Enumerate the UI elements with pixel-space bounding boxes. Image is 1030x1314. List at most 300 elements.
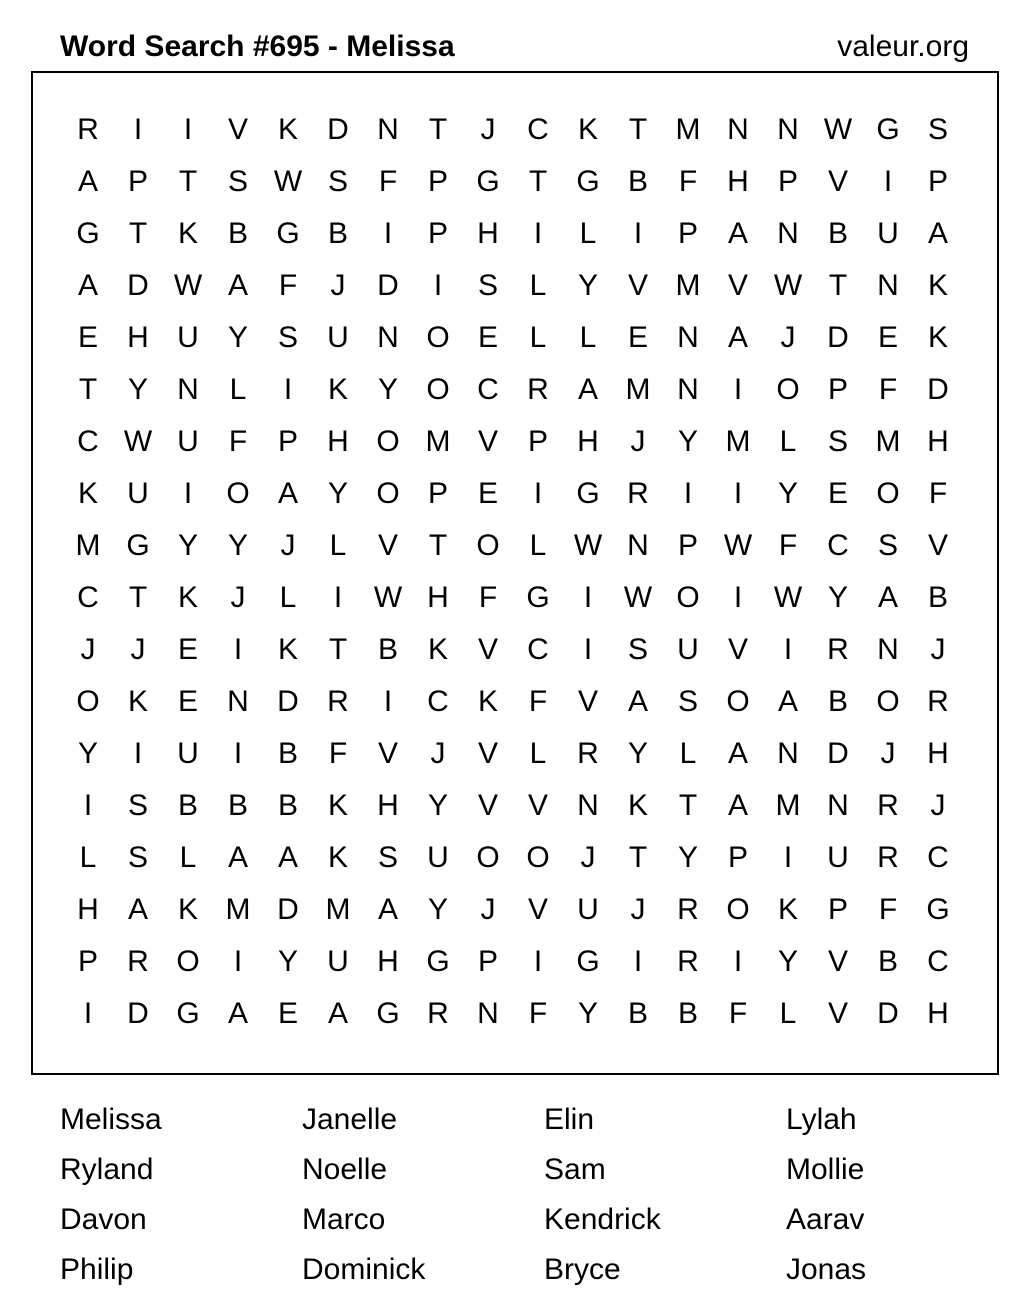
grid-letter: K <box>927 321 948 354</box>
grid-letter: A <box>727 321 748 354</box>
grid-letter: I <box>83 789 93 822</box>
grid-letter: Y <box>77 737 98 770</box>
grid-letter: F <box>528 685 548 718</box>
grid-letter: V <box>727 633 748 666</box>
grid-letter: I <box>133 737 143 770</box>
grid-letter: B <box>227 217 248 250</box>
grid-letter: W <box>573 529 603 562</box>
grid-letter: I <box>733 581 743 614</box>
grid-letter: Y <box>577 269 598 302</box>
grid-letter: U <box>427 841 449 874</box>
grid-letter: H <box>927 997 949 1030</box>
grid-letter: B <box>327 217 348 250</box>
grid-letter: H <box>427 581 449 614</box>
grid-letter: H <box>327 425 349 458</box>
grid-letter: E <box>477 321 498 354</box>
grid-letter: I <box>783 841 793 874</box>
grid-letter: B <box>877 945 898 978</box>
grid-letter: V <box>477 789 498 822</box>
grid-letter: K <box>327 841 348 874</box>
grid-letter: G <box>76 217 100 250</box>
grid-letter: Y <box>377 373 398 406</box>
grid-letter: Y <box>827 581 848 614</box>
grid-letter: R <box>627 477 649 510</box>
word-list-item: Ryland <box>60 1153 154 1186</box>
grid-letter: R <box>677 893 699 926</box>
grid-letter: G <box>576 945 600 978</box>
grid-letter: P <box>927 165 948 198</box>
grid-letter: D <box>127 269 149 302</box>
grid-letter: E <box>477 477 498 510</box>
grid-letter: I <box>783 633 793 666</box>
grid-letter: I <box>583 633 593 666</box>
word-list-item: Philip <box>60 1253 134 1286</box>
grid-letter: L <box>179 841 197 874</box>
grid-letter: O <box>226 477 250 510</box>
grid-letter: S <box>327 165 348 198</box>
grid-letter: B <box>827 685 848 718</box>
grid-letter: L <box>579 321 597 354</box>
grid-letter: I <box>233 737 243 770</box>
grid-letter: T <box>428 113 448 146</box>
grid-letter: J <box>80 633 96 666</box>
grid-letter: T <box>78 373 98 406</box>
grid-letter: E <box>177 633 198 666</box>
grid-letter: B <box>377 633 398 666</box>
grid-letter: M <box>875 425 901 458</box>
grid-letter: F <box>728 997 748 1030</box>
grid-letter: P <box>677 529 698 562</box>
word-list <box>60 1097 1028 1297</box>
grid-letter: W <box>273 165 303 198</box>
grid-letter: K <box>177 581 198 614</box>
grid-letter: T <box>628 113 648 146</box>
grid-letter: C <box>77 581 99 614</box>
grid-letter: M <box>725 425 751 458</box>
grid-letter: G <box>876 113 900 146</box>
grid-letter: B <box>927 581 948 614</box>
grid-letter: O <box>76 685 100 718</box>
grid-letter: A <box>277 841 298 874</box>
grid-letter: P <box>127 165 148 198</box>
grid-letter: M <box>675 113 701 146</box>
grid-letter: B <box>627 165 648 198</box>
grid-letter: G <box>926 893 950 926</box>
grid-letter: K <box>777 893 798 926</box>
grid-letter: F <box>778 529 798 562</box>
grid-letter: E <box>627 321 648 354</box>
grid-letter: A <box>627 685 648 718</box>
grid-letter: N <box>177 373 199 406</box>
grid-letter: M <box>325 893 351 926</box>
word-list-item: Aarav <box>786 1203 865 1236</box>
grid-letter: B <box>677 997 698 1030</box>
grid-letter: I <box>533 477 543 510</box>
grid-letter: F <box>678 165 698 198</box>
grid-letter: A <box>77 269 98 302</box>
grid-letter: C <box>477 373 499 406</box>
grid-letter: I <box>633 217 643 250</box>
grid-letter: K <box>477 685 498 718</box>
grid-letter: N <box>827 789 849 822</box>
grid-letter: G <box>576 165 600 198</box>
grid-letter: T <box>828 269 848 302</box>
grid-letter: R <box>877 789 899 822</box>
grid-letter: V <box>727 269 748 302</box>
grid-letter: V <box>827 997 848 1030</box>
grid-letter: I <box>383 217 393 250</box>
grid-letter: P <box>777 165 798 198</box>
grid-letter: N <box>877 269 899 302</box>
grid-letter: T <box>128 217 148 250</box>
grid-letter: U <box>127 477 149 510</box>
grid-letter: I <box>333 581 343 614</box>
grid-letter: Y <box>277 945 298 978</box>
grid-letter: T <box>128 581 148 614</box>
grid-letter: W <box>723 529 753 562</box>
grid-letter: R <box>677 945 699 978</box>
grid-letter: P <box>277 425 298 458</box>
grid-letter: Y <box>327 477 348 510</box>
grid-letter: R <box>427 997 449 1030</box>
grid-letter: R <box>127 945 149 978</box>
grid-letter: N <box>627 529 649 562</box>
grid-letter: T <box>428 529 448 562</box>
grid-letter: K <box>327 373 348 406</box>
grid-letter: C <box>527 633 549 666</box>
grid-letter: C <box>427 685 449 718</box>
grid-letter: O <box>676 581 700 614</box>
grid-letter: O <box>176 945 200 978</box>
grid-letter: H <box>377 945 399 978</box>
grid-letter: I <box>133 113 143 146</box>
grid-letter: O <box>426 373 450 406</box>
grid-letter: J <box>780 321 796 354</box>
grid-letter: U <box>177 321 199 354</box>
word-list-item: Janelle <box>302 1103 398 1136</box>
grid-letter: G <box>526 581 550 614</box>
grid-letter: L <box>529 737 547 770</box>
grid-letter: N <box>727 113 749 146</box>
grid-letter: I <box>383 685 393 718</box>
grid-letter: A <box>127 893 148 926</box>
grid-letter: H <box>727 165 749 198</box>
grid-letter: P <box>427 477 448 510</box>
grid-letter: B <box>277 737 298 770</box>
grid-letter: I <box>533 217 543 250</box>
grid-letter: Y <box>177 529 198 562</box>
grid-letter: V <box>227 113 248 146</box>
grid-letter: N <box>227 685 249 718</box>
grid-letter: N <box>377 321 399 354</box>
grid-letter: K <box>427 633 448 666</box>
word-list-item: Marco <box>302 1203 386 1236</box>
grid-letter: J <box>480 113 496 146</box>
grid-letter: U <box>827 841 849 874</box>
grid-letter: Y <box>627 737 648 770</box>
grid-letter: V <box>377 737 398 770</box>
grid-letter: L <box>329 529 347 562</box>
grid-letter: H <box>77 893 99 926</box>
grid-letter: Y <box>777 945 798 978</box>
grid-letter: Y <box>227 321 248 354</box>
grid-letter: S <box>127 789 148 822</box>
grid-letter: P <box>827 373 848 406</box>
word-list-item: Lylah <box>786 1103 857 1136</box>
grid-letter: F <box>228 425 248 458</box>
grid-letter: V <box>627 269 648 302</box>
grid-letter: I <box>283 373 293 406</box>
site-name: valeur.org <box>837 30 969 63</box>
grid-letter: B <box>277 789 298 822</box>
grid-letter: I <box>83 997 93 1030</box>
grid-letter: N <box>777 737 799 770</box>
grid-letter: N <box>777 113 799 146</box>
grid-letter: S <box>677 685 698 718</box>
grid-letter: E <box>827 477 848 510</box>
grid-letter: J <box>280 529 296 562</box>
grid-letter: M <box>75 529 101 562</box>
grid-letter: Y <box>777 477 798 510</box>
grid-letter: L <box>679 737 697 770</box>
word-list-item: Davon <box>60 1203 147 1236</box>
grid-letter: O <box>726 893 750 926</box>
grid-letter: D <box>277 893 299 926</box>
grid-letter: I <box>233 945 243 978</box>
grid-letter: E <box>277 997 298 1030</box>
grid-letter: R <box>527 373 549 406</box>
grid-letter: A <box>877 581 898 614</box>
grid-letter: J <box>930 789 946 822</box>
grid-letter: D <box>877 997 899 1030</box>
grid-letter: U <box>177 425 199 458</box>
grid-letter: A <box>277 477 298 510</box>
grid-letter: L <box>529 529 547 562</box>
grid-letter: O <box>526 841 550 874</box>
grid-letter: C <box>927 841 949 874</box>
grid-letter: K <box>177 893 198 926</box>
grid-letter: N <box>377 113 399 146</box>
grid-letter: D <box>377 269 399 302</box>
grid-letter: A <box>377 893 398 926</box>
grid-letter: U <box>177 737 199 770</box>
grid-letter: H <box>577 425 599 458</box>
word-list-item: Bryce <box>544 1253 621 1286</box>
grid-letter: I <box>733 945 743 978</box>
grid-letter: F <box>478 581 498 614</box>
grid-letter: J <box>480 893 496 926</box>
grid-letter: F <box>878 893 898 926</box>
grid-letter: S <box>227 165 248 198</box>
grid-letter: W <box>823 113 853 146</box>
grid-letter: M <box>675 269 701 302</box>
grid-letter: L <box>529 269 547 302</box>
grid-letter: L <box>579 217 597 250</box>
grid-letter: D <box>127 997 149 1030</box>
grid-letter: N <box>577 789 599 822</box>
grid-letter: H <box>127 321 149 354</box>
grid-letter: P <box>677 217 698 250</box>
grid-letter: Y <box>577 997 598 1030</box>
grid-letter: H <box>927 425 949 458</box>
grid-letter: I <box>583 581 593 614</box>
grid-letter: J <box>930 633 946 666</box>
grid-letter: K <box>577 113 598 146</box>
grid-letter: V <box>377 529 398 562</box>
grid-letter: N <box>677 321 699 354</box>
grid-letter: G <box>176 997 200 1030</box>
grid-letter: T <box>328 633 348 666</box>
grid-letter: O <box>376 477 400 510</box>
grid-letter: G <box>476 165 500 198</box>
grid-letter: R <box>827 633 849 666</box>
word-list-item: Kendrick <box>544 1203 661 1236</box>
grid-letter: K <box>77 477 98 510</box>
grid-letter: Y <box>127 373 148 406</box>
grid-letter: A <box>927 217 948 250</box>
grid-letter: P <box>427 217 448 250</box>
grid-letter: S <box>377 841 398 874</box>
grid-letter: D <box>827 737 849 770</box>
grid-letter: C <box>927 945 949 978</box>
word-list-item: Elin <box>544 1103 595 1136</box>
grid-letter: F <box>378 165 398 198</box>
grid-letter: W <box>623 581 653 614</box>
grid-letter: O <box>876 685 900 718</box>
grid-letter: K <box>127 685 148 718</box>
grid-letter: P <box>727 841 748 874</box>
grid-letter: G <box>376 997 400 1030</box>
grid-letter: J <box>630 893 646 926</box>
grid-letter: U <box>327 945 349 978</box>
grid-letter: W <box>123 425 153 458</box>
grid-letter: H <box>927 737 949 770</box>
grid-letter: L <box>229 373 247 406</box>
grid-letter: U <box>677 633 699 666</box>
grid-letter: C <box>527 113 549 146</box>
grid-letter: E <box>877 321 898 354</box>
grid-letter: M <box>625 373 651 406</box>
grid-letter: I <box>633 945 643 978</box>
grid-letter: R <box>927 685 949 718</box>
puzzle-title: Word Search #695 - Melissa <box>60 30 455 63</box>
word-list-item: Melissa <box>60 1103 162 1136</box>
grid-letter: A <box>77 165 98 198</box>
grid-letter: S <box>127 841 148 874</box>
grid-letter: I <box>183 113 193 146</box>
grid-letter: K <box>927 269 948 302</box>
grid-letter: P <box>77 945 98 978</box>
grid-letter: V <box>527 789 548 822</box>
grid-letter: G <box>276 217 300 250</box>
grid-letter: K <box>277 633 298 666</box>
grid-letter: I <box>183 477 193 510</box>
grid-letter: P <box>527 425 548 458</box>
grid-letter: U <box>327 321 349 354</box>
grid-letter: T <box>178 165 198 198</box>
word-list-item: Mollie <box>786 1153 865 1186</box>
grid-letter: A <box>227 841 248 874</box>
grid-letter: N <box>877 633 899 666</box>
grid-letter: H <box>477 217 499 250</box>
grid-letter: J <box>230 581 246 614</box>
grid-letter: F <box>278 269 298 302</box>
grid-letter: A <box>727 789 748 822</box>
grid-letter: Y <box>677 841 698 874</box>
grid-letter: W <box>373 581 403 614</box>
grid-letter: R <box>77 113 99 146</box>
grid-letter: I <box>233 633 243 666</box>
grid-letter: O <box>376 425 400 458</box>
grid-letter: I <box>733 373 743 406</box>
grid-letter: I <box>683 477 693 510</box>
grid-letter: R <box>327 685 349 718</box>
grid-letter: G <box>126 529 150 562</box>
grid-letter: V <box>827 165 848 198</box>
grid-letter: L <box>529 321 547 354</box>
grid-letter: C <box>827 529 849 562</box>
grid-letter: V <box>477 425 498 458</box>
grid-letter: J <box>580 841 596 874</box>
grid-letter: B <box>627 997 648 1030</box>
grid-letter: Y <box>677 425 698 458</box>
grid-letter: J <box>880 737 896 770</box>
grid-letter: O <box>476 841 500 874</box>
grid-letter: U <box>577 893 599 926</box>
grid-letter: G <box>576 477 600 510</box>
grid-letter: L <box>79 841 97 874</box>
grid-letter: F <box>528 997 548 1030</box>
grid-letter: O <box>426 321 450 354</box>
grid-letter: U <box>877 217 899 250</box>
grid-letter: A <box>777 685 798 718</box>
grid-letter: I <box>533 945 543 978</box>
grid-letter: A <box>727 737 748 770</box>
grid-letter: D <box>277 685 299 718</box>
grid-letter: V <box>827 945 848 978</box>
grid-letter: J <box>430 737 446 770</box>
grid-letter: S <box>877 529 898 562</box>
grid-letter: S <box>927 113 948 146</box>
grid-letter: M <box>225 893 251 926</box>
grid-letter: I <box>883 165 893 198</box>
grid-letter: E <box>177 685 198 718</box>
grid-letter: B <box>177 789 198 822</box>
grid-letter: S <box>277 321 298 354</box>
grid-letter: R <box>877 841 899 874</box>
grid-letter: I <box>433 269 443 302</box>
grid-letter: A <box>227 269 248 302</box>
grid-letter: V <box>577 685 598 718</box>
grid-letter: N <box>677 373 699 406</box>
grid-letter: A <box>227 997 248 1030</box>
grid-letter: J <box>330 269 346 302</box>
grid-letter: D <box>327 113 349 146</box>
grid-letter: S <box>827 425 848 458</box>
word-list-item: Noelle <box>302 1153 388 1186</box>
grid-letter: K <box>627 789 648 822</box>
grid-letter: V <box>477 633 498 666</box>
grid-letter: N <box>777 217 799 250</box>
grid-letter: L <box>779 997 797 1030</box>
grid-letter: V <box>927 529 948 562</box>
grid-letter: S <box>477 269 498 302</box>
grid-letter: G <box>426 945 450 978</box>
grid-letter: T <box>528 165 548 198</box>
grid-letter: B <box>827 217 848 250</box>
grid-letter: I <box>733 477 743 510</box>
grid-letter: F <box>928 477 948 510</box>
